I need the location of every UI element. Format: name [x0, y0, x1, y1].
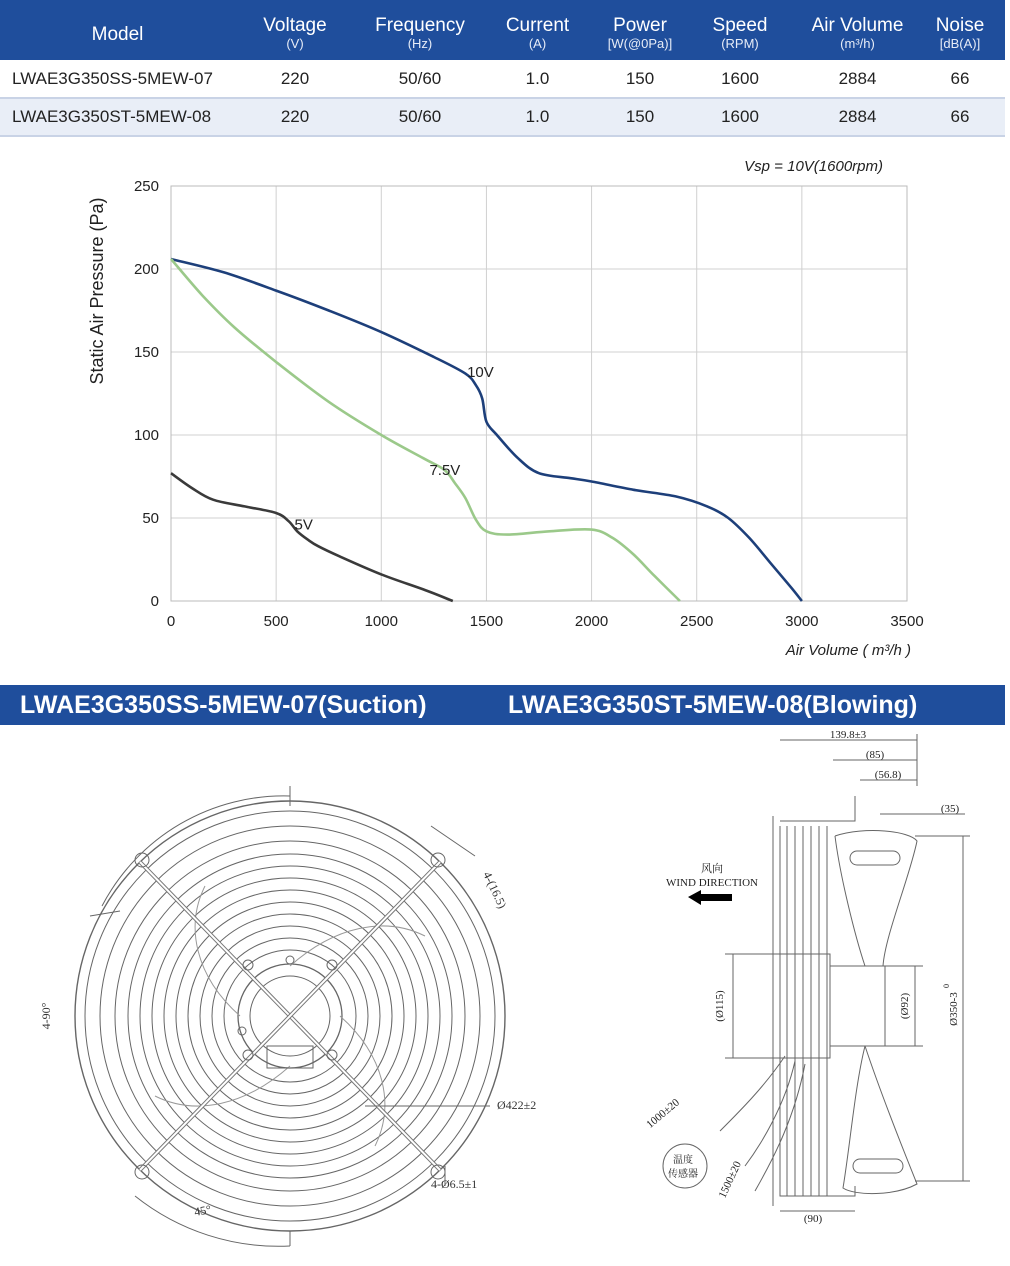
cell-frequency: 50/60 [398, 107, 442, 126]
blowing-model-title: LWAE3G350ST-5MEW-08(Blowing) [508, 691, 918, 719]
table-row [0, 99, 1005, 137]
header-power: Power [W(@0Pa)] [607, 15, 673, 51]
chart-annotation: Vsp = 10V(1600rpm) [744, 158, 883, 175]
cell-model: LWAE3G350ST-5MEW-08 [12, 107, 212, 126]
spec-table-header [0, 0, 1005, 60]
angle-top-label: 4-90° [39, 1002, 53, 1030]
cell-current: 1.0 [525, 69, 550, 88]
plot-frame [171, 186, 907, 601]
series-label: 10V [467, 364, 494, 382]
wind-direction-cn: 风向 [701, 863, 723, 875]
header-voltage: Voltage (V) [263, 15, 327, 51]
x-tick-label: 0 [166, 613, 176, 630]
technical-drawings [5, 726, 1005, 1252]
dimension-90: (90) [803, 1213, 823, 1225]
holes-top-label: 4-(16.5) [480, 869, 510, 911]
cell-voltage: 220 [280, 69, 310, 88]
header-air-volume: Air Volume (m³/h) [811, 15, 904, 51]
x-tick-label: 2500 [680, 613, 714, 630]
dimension-overall-depth: 139.8±3 [829, 729, 867, 741]
performance-chart-panel [5, 140, 1005, 680]
dimension-hub-diameter: (Ø92) [899, 992, 911, 1020]
cable-length-1000: 1000±20 [644, 1096, 682, 1131]
header-noise: Noise [dB(A)] [935, 15, 985, 51]
cell-air-volume: 2884 [838, 107, 877, 126]
side-view-drawing [663, 734, 970, 1211]
cell-noise: 66 [950, 107, 970, 126]
cell-speed: 1600 [721, 69, 759, 88]
header-speed: Speed (RPM) [712, 15, 768, 51]
cell-frequency: 50/60 [398, 69, 442, 88]
drawing-section-header [0, 685, 1005, 725]
x-tick-label: 3500 [890, 613, 924, 630]
outer-diameter-label: Ø422±2 [497, 1098, 537, 1112]
header-model: Model [91, 24, 144, 45]
performance-chart [5, 140, 1005, 680]
x-tick-label: 2000 [574, 613, 609, 630]
series-line-7-5V [171, 259, 680, 601]
cable-length-1500: 1500±20 [716, 1159, 744, 1200]
x-tick-label: 500 [263, 613, 289, 630]
y-tick-label: 150 [133, 344, 159, 361]
sensor-label-line2: 传感器 [668, 1169, 698, 1180]
table-row [0, 61, 1005, 99]
cell-model: LWAE3G350SS-5MEW-07 [12, 69, 213, 88]
cell-noise: 66 [950, 69, 970, 88]
mounting-holes-label: 4-Ø6.5±1 [431, 1177, 478, 1191]
cell-speed: 1600 [721, 107, 759, 126]
drawing-canvas [5, 726, 1005, 1252]
y-axis-label: Static Air Pressure (Pa) [87, 197, 107, 385]
series-label: 7.5V [429, 462, 461, 480]
dimension-35: (35) [940, 803, 960, 815]
suction-model-title: LWAE3G350SS-5MEW-07(Suction) [20, 691, 427, 719]
y-tick-label: 250 [133, 178, 159, 195]
cell-current: 1.0 [525, 107, 550, 126]
angle-bottom-label: 45° [193, 1202, 213, 1219]
cell-power: 150 [625, 69, 655, 88]
series-line-5V [171, 473, 453, 601]
x-axis-label: Air Volume ( m³/h ) [785, 642, 911, 659]
cell-air-volume: 2884 [838, 69, 877, 88]
dimension-impeller-tolerance: 0 [942, 984, 951, 988]
dimension-motor-diameter: (Ø115) [714, 990, 726, 1022]
wind-direction-en: WIND DIRECTION [666, 877, 758, 889]
series-label: 5V [294, 516, 313, 534]
sensor-label-line1: 温度 [673, 1155, 693, 1166]
y-tick-label: 50 [142, 510, 159, 527]
header-current: Current (A) [505, 15, 570, 51]
x-tick-label: 1000 [364, 613, 398, 630]
dimension-impeller-diameter: Ø350-3 [948, 992, 960, 1026]
wind-direction-arrow-icon [688, 890, 732, 905]
cell-power: 150 [625, 107, 655, 126]
dimension-56-8: (56.8) [874, 769, 902, 781]
cell-voltage: 220 [280, 107, 310, 126]
x-tick-label: 1500 [469, 613, 504, 630]
y-tick-label: 200 [133, 261, 159, 278]
x-tick-label: 3000 [785, 613, 819, 630]
y-tick-label: 0 [150, 593, 159, 610]
y-tick-label: 100 [133, 427, 159, 444]
header-frequency: Frequency (Hz) [375, 15, 465, 51]
dimension-85: (85) [865, 749, 885, 761]
